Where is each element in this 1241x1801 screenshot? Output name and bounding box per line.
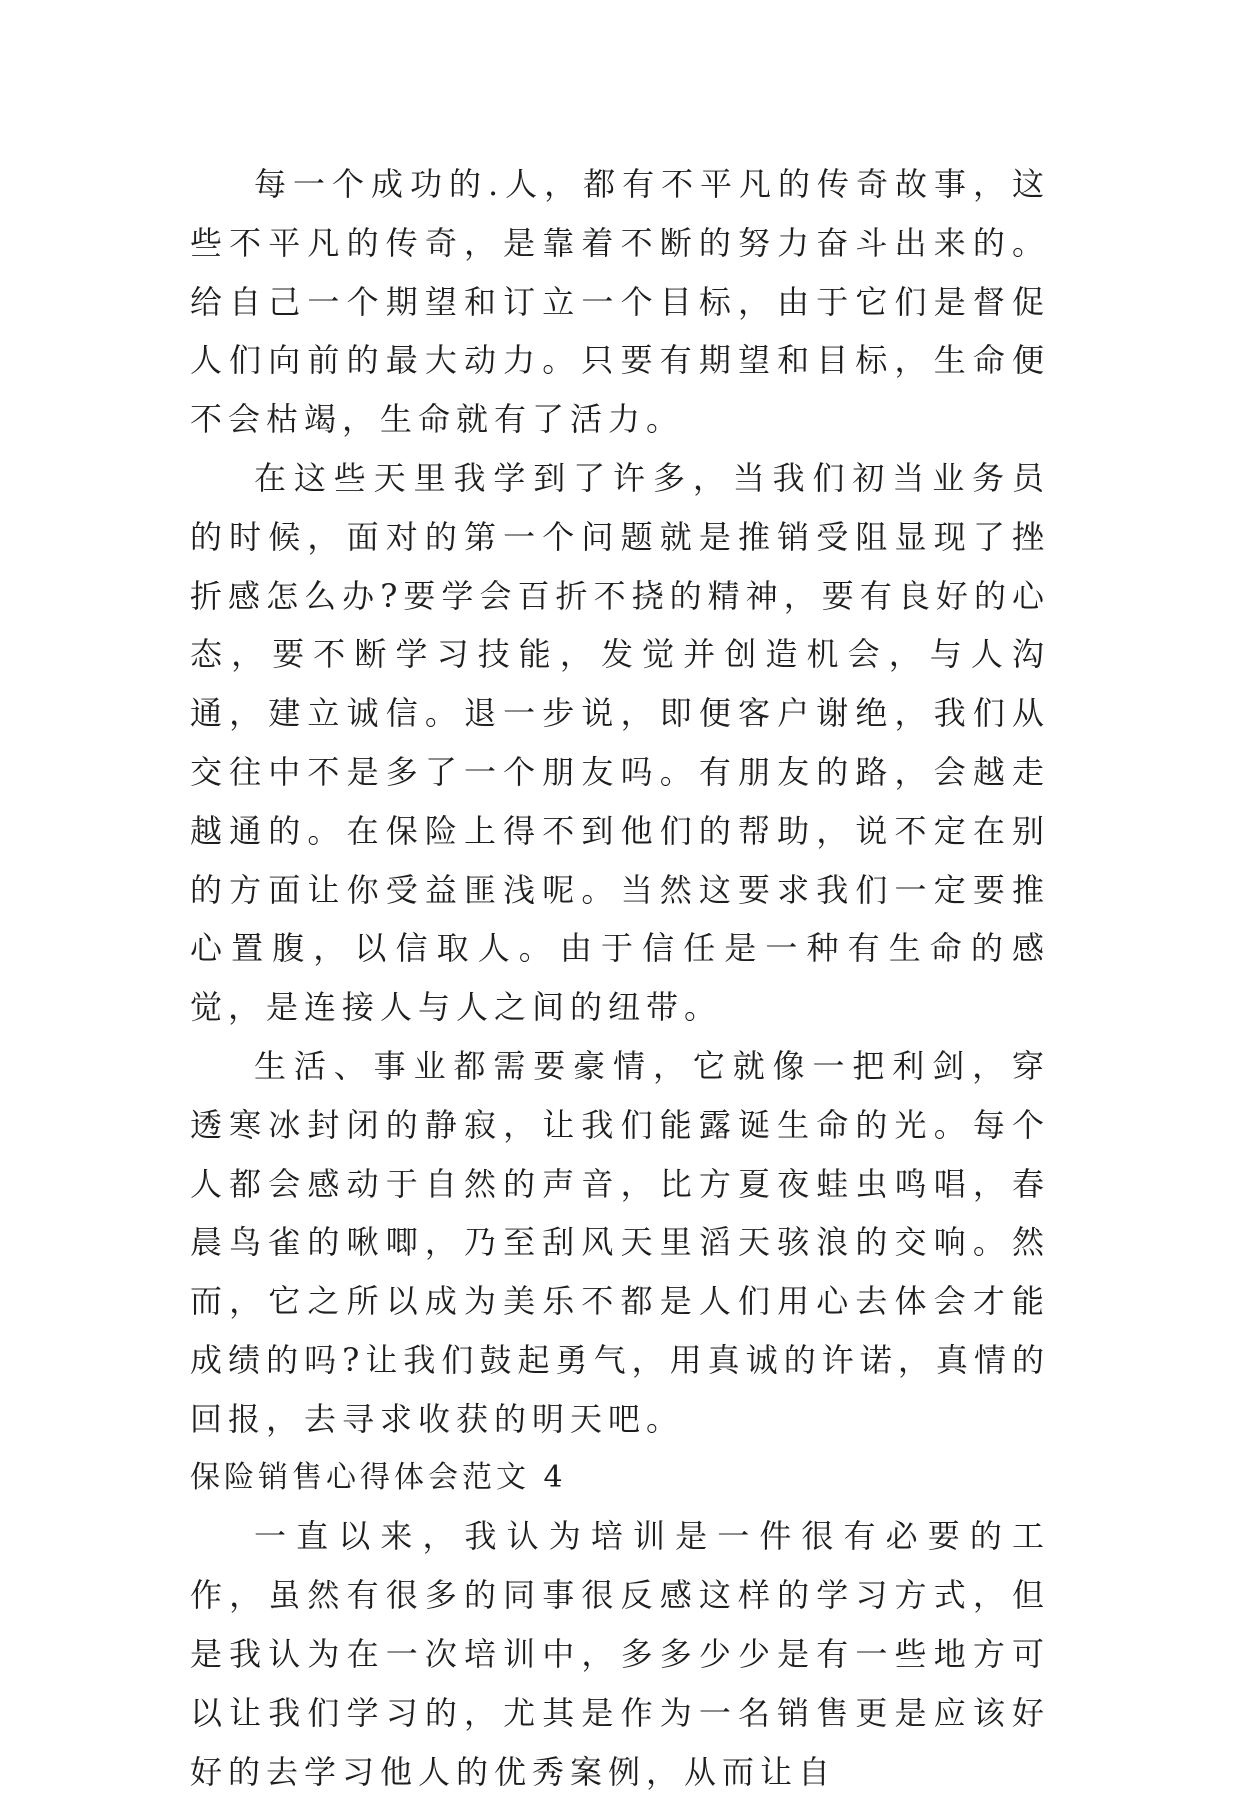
document-body [190,155,1050,1801]
paragraph-passion: 生活、事业都需要豪情，它就像一把利剑，穿透寒冰封闭的静寂，让我们能露诞生命的光。每个人都会感动于自然的声音，比方夏夜蛙虫鸣唱，春晨鸟雀的啾唧，乃至刮风天里滔天骇浪的交响。然而，它之所以成为美乐不都是人们用心去体会才能成绩的吗?让我们鼓起勇气，用真诚的许诺，真情的回报，去寻求收获的明天吧。 [190,1046,1050,1438]
paragraph-salesperson-lessons: 在这些天里我学到了许多，当我们初当业务员的时候，面对的第一个问题就是推销受阻显现了挫折感怎么办?要学会百折不挠的精神，要有良好的心态，要不断学习技能，发觉并创造机会，与人沟通，建立诚信。退一步说，即便客户谢绝，我们从交往中不是多了一个朋友吗。有朋友的路，会越走越通的。在保险上得不到他们的帮助，说不定在别的方面让你受益匪浅呢。当然这要求我们一定要推心置腹，以信取人。由于信任是一种有生命的感觉，是连接人与人之间的纽带。 [190,458,1050,1027]
section-heading: 保险销售心得体会范文 4 [190,1459,567,1495]
paragraph-success-stories: 每一个成功的.人，都有不平凡的传奇故事，这些不平凡的传奇，是靠着不断的努力奋斗出来的。给自己一个期望和订立一个目标，由于它们是督促人们向前的最大动力。只要有期望和目标，生命便不会枯竭，生命就有了活力。 [190,165,1050,439]
paragraph-training: 一直以来，我认为培训是一件很有必要的工作，虽然有很多的同事很反感这样的学习方式，但是我认为在一次培训中，多多少少是有一些地方可以让我们学习的，尤其是作为一名销售更是应该好好的去学习他人的优秀案例，从而让自 [190,1517,1050,1791]
